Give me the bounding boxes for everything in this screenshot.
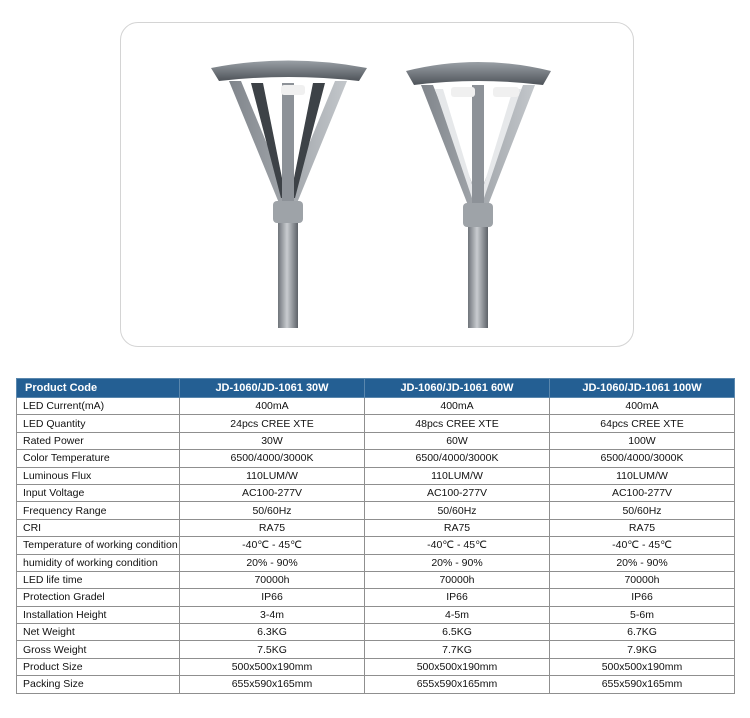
table-row: [17, 589, 735, 606]
value-cell: 6.7KG: [550, 624, 735, 641]
value-cell: 6.5KG: [365, 624, 550, 641]
value-cell: 400mA: [180, 398, 365, 415]
row-label: CRI: [17, 519, 180, 536]
value-cell: IP66: [180, 589, 365, 606]
table-row: [17, 519, 735, 536]
table-row: [17, 658, 735, 675]
value-cell: 60W: [365, 432, 550, 449]
value-cell: 500x500x190mm: [550, 658, 735, 675]
value-cell: 7.9KG: [550, 641, 735, 658]
row-label: Rated Power: [17, 432, 180, 449]
row-label: humidity of working condition: [17, 554, 180, 571]
value-cell: 6500/4000/3000K: [550, 450, 735, 467]
row-label: LED Current(mA): [17, 398, 180, 415]
spec-table-body: [17, 398, 735, 694]
row-label: Luminous Flux: [17, 467, 180, 484]
table-row: [17, 450, 735, 467]
value-cell: 20% - 90%: [365, 554, 550, 571]
row-label: Packing Size: [17, 676, 180, 693]
value-cell: 50/60Hz: [550, 502, 735, 519]
table-row: [17, 398, 735, 415]
value-cell: 30W: [180, 432, 365, 449]
value-cell: 500x500x190mm: [180, 658, 365, 675]
value-cell: IP66: [365, 589, 550, 606]
value-cell: 6.3KG: [180, 624, 365, 641]
table-header-row: [17, 379, 735, 398]
value-cell: 655x590x165mm: [180, 676, 365, 693]
table-row: [17, 432, 735, 449]
row-label: Product Size: [17, 658, 180, 675]
value-cell: RA75: [365, 519, 550, 536]
value-cell: 400mA: [365, 398, 550, 415]
row-label: Temperature of working condition: [17, 537, 180, 554]
value-cell: 110LUM/W: [550, 467, 735, 484]
row-label: Input Voltage: [17, 484, 180, 501]
value-cell: IP66: [550, 589, 735, 606]
row-label: Color Temperature: [17, 450, 180, 467]
row-label: Gross Weight: [17, 641, 180, 658]
value-cell: 6500/4000/3000K: [180, 450, 365, 467]
row-label: Protection Gradel: [17, 589, 180, 606]
lamp-left-illustration: [211, 61, 367, 329]
value-cell: AC100-277V: [550, 484, 735, 501]
table-row: [17, 537, 735, 554]
product-photo-frame: [120, 22, 634, 347]
row-label: Net Weight: [17, 624, 180, 641]
value-cell: -40℃ - 45℃: [180, 537, 365, 554]
value-cell: 655x590x165mm: [365, 676, 550, 693]
value-cell: 110LUM/W: [180, 467, 365, 484]
header-cell: JD-1060/JD-1061 100W: [550, 379, 735, 398]
value-cell: 50/60Hz: [180, 502, 365, 519]
value-cell: AC100-277V: [180, 484, 365, 501]
row-label: LED Quantity: [17, 415, 180, 432]
value-cell: 48pcs CREE XTE: [365, 415, 550, 432]
value-cell: 20% - 90%: [180, 554, 365, 571]
table-row: [17, 571, 735, 588]
value-cell: 70000h: [180, 571, 365, 588]
table-row: [17, 467, 735, 484]
table-row: [17, 554, 735, 571]
table-row: [17, 502, 735, 519]
spec-table: [16, 378, 735, 694]
value-cell: 500x500x190mm: [365, 658, 550, 675]
value-cell: 24pcs CREE XTE: [180, 415, 365, 432]
value-cell: 4-5m: [365, 606, 550, 623]
table-row: [17, 484, 735, 501]
lamp-right-illustration: [406, 62, 551, 328]
value-cell: 400mA: [550, 398, 735, 415]
value-cell: RA75: [550, 519, 735, 536]
value-cell: 20% - 90%: [550, 554, 735, 571]
table-row: [17, 606, 735, 623]
value-cell: 50/60Hz: [365, 502, 550, 519]
value-cell: 7.7KG: [365, 641, 550, 658]
value-cell: 7.5KG: [180, 641, 365, 658]
table-row: [17, 415, 735, 432]
value-cell: 70000h: [365, 571, 550, 588]
value-cell: RA75: [180, 519, 365, 536]
value-cell: 110LUM/W: [365, 467, 550, 484]
value-cell: AC100-277V: [365, 484, 550, 501]
row-label: LED life time: [17, 571, 180, 588]
value-cell: -40℃ - 45℃: [365, 537, 550, 554]
table-row: [17, 624, 735, 641]
row-label: Frequency Range: [17, 502, 180, 519]
product-photo: [121, 23, 635, 348]
table-row: [17, 676, 735, 693]
value-cell: 100W: [550, 432, 735, 449]
value-cell: 5-6m: [550, 606, 735, 623]
value-cell: 3-4m: [180, 606, 365, 623]
row-label: Installation Height: [17, 606, 180, 623]
header-cell: Product Code: [17, 379, 180, 398]
value-cell: 70000h: [550, 571, 735, 588]
value-cell: 655x590x165mm: [550, 676, 735, 693]
value-cell: 6500/4000/3000K: [365, 450, 550, 467]
value-cell: -40℃ - 45℃: [550, 537, 735, 554]
value-cell: 64pcs CREE XTE: [550, 415, 735, 432]
table-row: [17, 641, 735, 658]
header-cell: JD-1060/JD-1061 30W: [180, 379, 365, 398]
header-cell: JD-1060/JD-1061 60W: [365, 379, 550, 398]
